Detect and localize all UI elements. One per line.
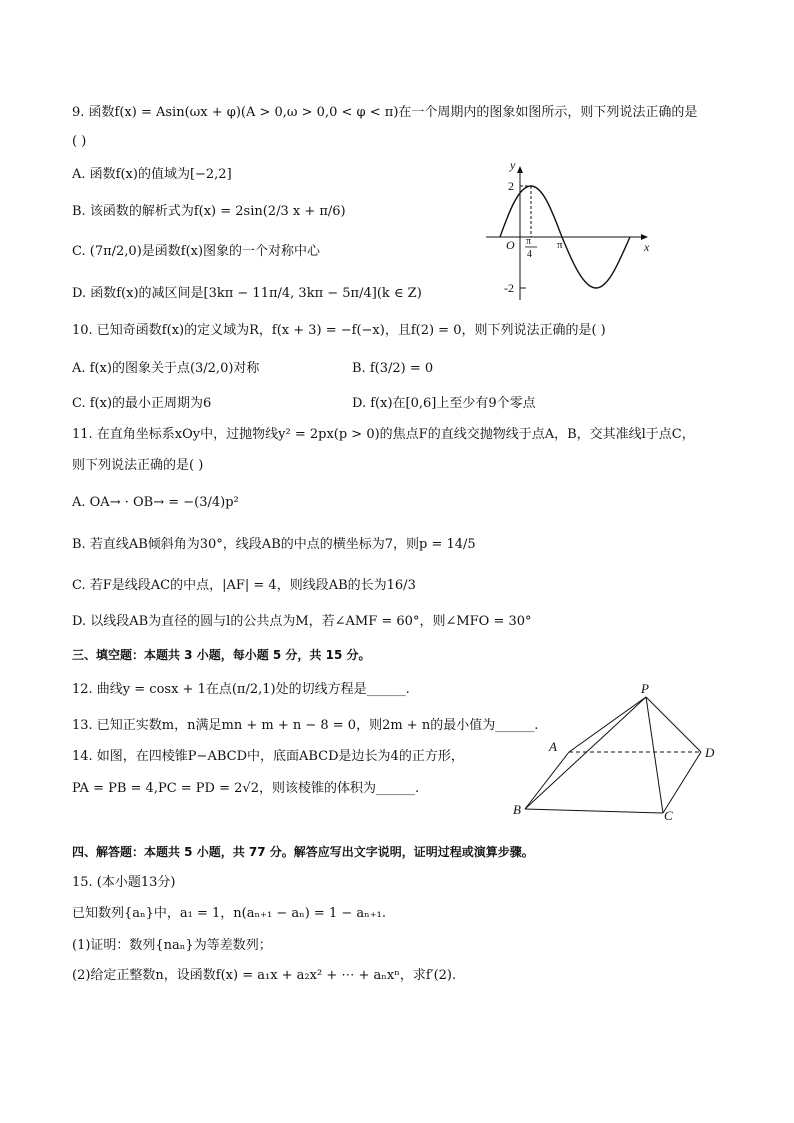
q9-option-b: B. 该函数的解析式为f(x) = 2sin(2/3 x + π/6) bbox=[72, 204, 346, 219]
section-3-heading: 三、填空题：本题共 3 小题，每小题 5 分，共 15 分。 bbox=[72, 648, 371, 662]
y-min-label: -2 bbox=[504, 281, 514, 295]
q15-given: 已知数列{aₙ}中，a₁ = 1，n(aₙ₊₁ − aₙ) = 1 − aₙ₊₁. bbox=[72, 906, 386, 921]
vertex-d-label: D bbox=[705, 745, 715, 760]
sine-graph-figure bbox=[480, 155, 660, 303]
x-pi-label: π bbox=[557, 239, 563, 251]
q10-stem: 10. 已知奇函数f(x)的定义域为R，f(x + 3) = −f(−x)，且f(2) = 0，则下列说法正确的是( ) bbox=[72, 323, 606, 338]
section-4-heading: 四、解答题：本题共 5 小题，共 77 分。解答应写出文字说明，证明过程或演算步骤。 bbox=[72, 845, 534, 859]
q15-part-1: (1)证明：数列{naₙ}为等差数列； bbox=[72, 938, 272, 953]
q10-option-c: C. f(x)的最小正周期为6 bbox=[72, 396, 212, 411]
vertex-a-label: A bbox=[549, 739, 557, 754]
q11-option-b: B. 若直线AB倾斜角为30°，线段AB的中点的横坐标为7，则p = 14/5 bbox=[72, 537, 476, 552]
q11-option-d: D. 以线段AB为直径的圆与l的公共点为M，若∠AMF = 60°，则∠MFO = 30° bbox=[72, 614, 532, 629]
x-tick-numerator: π bbox=[526, 236, 532, 247]
q9-option-c: C. (7π/2,0)是函数f(x)图象的一个对称中心 bbox=[72, 244, 321, 259]
q9-option-d: D. 函数f(x)的减区间是[3kπ − 11π/4, 3kπ − 5π/4](k ∈ Z) bbox=[72, 286, 422, 301]
q10-option-a: A. f(x)的图象关于点(3/2,0)对称 bbox=[72, 361, 260, 376]
q11-option-c: C. 若F是线段AC的中点，|AF| = 4，则线段AB的长为16/3 bbox=[72, 578, 416, 593]
origin-label: O bbox=[506, 238, 515, 252]
vertex-p-label: P bbox=[641, 681, 649, 696]
y-max-label: 2 bbox=[508, 179, 514, 193]
q9-paren: ( ) bbox=[72, 134, 87, 149]
q12-text: 12. 曲线y = cosx + 1在点(π/2,1)处的切线方程是______. bbox=[72, 682, 410, 697]
q14-line-2: PA = PB = 4,PC = PD = 2√2，则该棱锥的体积为______. bbox=[72, 781, 420, 796]
x-axis-label: x bbox=[644, 240, 650, 254]
q11-option-a: A. OA→ · OB→ = −(3/4)p² bbox=[72, 495, 239, 510]
q11-stem: 11. 在直角坐标系xOy中，过抛物线y² = 2px(p > 0)的焦点F的直线交抛物线于点A，B，交其准线l于点C， bbox=[72, 427, 695, 442]
q10-option-b: B. f(3/2) = 0 bbox=[352, 361, 434, 376]
q15-part-2: (2)给定正整数n，设函数f(x) = a₁x + a₂x² + ⋯ + aₙxⁿ，求f′(2). bbox=[72, 968, 457, 983]
vertex-b-label: B bbox=[513, 802, 521, 817]
q9-stem: 9. 函数f(x) = Asin(ωx + φ)(A > 0,ω > 0,0 < φ < π)在一个周期内的图象如图所示，则下列说法正确的是 bbox=[72, 105, 698, 120]
q13-text: 13. 已知正实数m，n满足mn + m + n − 8 = 0，则2m + n的最小值为______. bbox=[72, 718, 539, 733]
pyramid-figure bbox=[505, 678, 735, 830]
vertex-c-label: C bbox=[664, 808, 673, 823]
q14-line-1: 14. 如图，在四棱锥P−ABCD中，底面ABCD是边长为4的正方形， bbox=[72, 749, 464, 764]
q10-option-d: D. f(x)在[0,6]上至少有9个零点 bbox=[352, 396, 536, 411]
x-tick-denominator: 4 bbox=[527, 249, 532, 260]
q11-stem-2: 则下列说法正确的是( ) bbox=[72, 458, 204, 473]
q9-option-a: A. 函数f(x)的值域为[−2,2] bbox=[72, 167, 232, 182]
y-axis-label: y bbox=[510, 158, 516, 172]
q15-title: 15. (本小题13分) bbox=[72, 875, 176, 890]
